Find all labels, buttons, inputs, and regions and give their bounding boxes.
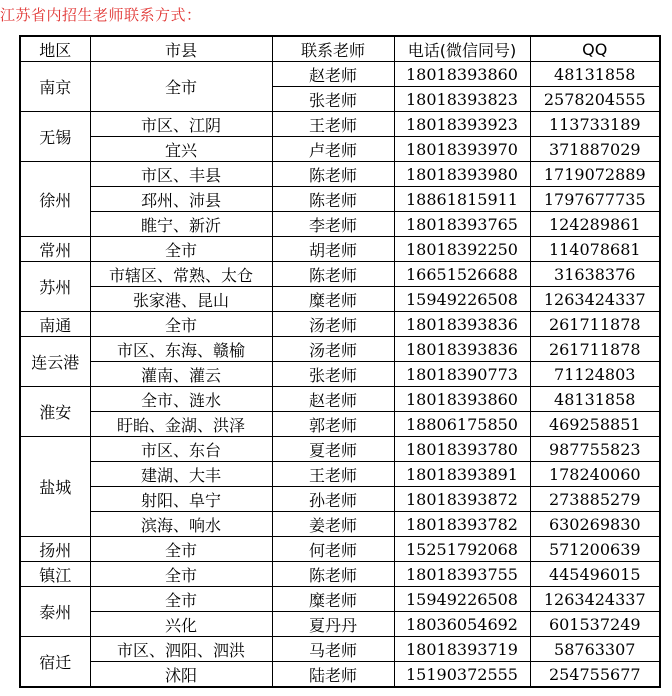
teacher-cell: 夏丹丹 xyxy=(272,612,394,637)
qq-cell: 1263424337 xyxy=(530,587,660,612)
teacher-cell: 陈老师 xyxy=(272,262,394,287)
qq-cell: 1263424337 xyxy=(530,287,660,312)
qq-cell: 254755677 xyxy=(530,662,660,688)
teacher-cell: 郭老师 xyxy=(272,412,394,437)
table-row xyxy=(20,412,660,437)
table-row xyxy=(20,612,660,637)
table-row xyxy=(20,287,660,312)
phone-cell: 18018393923 xyxy=(394,112,530,137)
table-row xyxy=(20,312,660,337)
qq-cell: 2578204555 xyxy=(530,87,660,112)
teacher-cell: 张老师 xyxy=(272,87,394,112)
qq-cell: 178240060 xyxy=(530,462,660,487)
county-cell: 兴化 xyxy=(90,612,272,637)
phone-cell: 18018393836 xyxy=(394,312,530,337)
county-cell: 市区、泗阳、泗洪 xyxy=(90,637,272,662)
qq-cell: 48131858 xyxy=(530,62,660,87)
table-row xyxy=(20,487,660,512)
county-cell: 沭阳 xyxy=(90,662,272,688)
phone-cell: 18018390773 xyxy=(394,362,530,387)
teacher-cell: 夏老师 xyxy=(272,437,394,462)
phone-cell: 18018393780 xyxy=(394,437,530,462)
qq-cell: 987755823 xyxy=(530,437,660,462)
table-row xyxy=(20,362,660,387)
table-row xyxy=(20,537,660,562)
page-title: 江苏省内招生老师联系方式： xyxy=(0,6,202,24)
phone-cell: 18018393719 xyxy=(394,637,530,662)
phone-cell: 18018393782 xyxy=(394,512,530,537)
county-cell: 射阳、阜宁 xyxy=(90,487,272,512)
table-row xyxy=(20,237,660,262)
teacher-cell: 陆老师 xyxy=(272,662,394,688)
table-row xyxy=(20,137,660,162)
county-cell: 全市 xyxy=(90,537,272,562)
contact-table xyxy=(19,35,661,688)
county-cell: 全市、涟水 xyxy=(90,387,272,412)
teacher-cell: 赵老师 xyxy=(272,62,394,87)
region-cell: 扬州 xyxy=(20,537,90,562)
qq-cell: 273885279 xyxy=(530,487,660,512)
qq-cell: 630269830 xyxy=(530,512,660,537)
phone-cell: 16651526688 xyxy=(394,262,530,287)
table-row xyxy=(20,462,660,487)
county-cell: 全市 xyxy=(90,62,272,112)
qq-cell: 31638376 xyxy=(530,262,660,287)
phone-cell: 18861815911 xyxy=(394,187,530,212)
region-cell: 徐州 xyxy=(20,162,90,237)
table-row xyxy=(20,387,660,412)
teacher-cell: 陈老师 xyxy=(272,187,394,212)
teacher-cell: 糜老师 xyxy=(272,287,394,312)
region-cell: 泰州 xyxy=(20,587,90,637)
teacher-cell: 陈老师 xyxy=(272,162,394,187)
county-cell: 全市 xyxy=(90,312,272,337)
county-cell: 盱眙、金湖、洪泽 xyxy=(90,412,272,437)
qq-cell: 371887029 xyxy=(530,137,660,162)
county-cell: 灌南、灌云 xyxy=(90,362,272,387)
phone-cell: 15190372555 xyxy=(394,662,530,688)
qq-cell: 469258851 xyxy=(530,412,660,437)
teacher-cell: 王老师 xyxy=(272,462,394,487)
phone-cell: 15949226508 xyxy=(394,287,530,312)
phone-cell: 18018393970 xyxy=(394,137,530,162)
teacher-cell: 王老师 xyxy=(272,112,394,137)
region-cell: 盐城 xyxy=(20,437,90,537)
header-county: 市县 xyxy=(90,36,272,62)
region-cell: 常州 xyxy=(20,237,90,262)
phone-cell: 15949226508 xyxy=(394,587,530,612)
phone-cell: 18018393891 xyxy=(394,462,530,487)
phone-cell: 18018393860 xyxy=(394,387,530,412)
table-row xyxy=(20,337,660,362)
header-phone: 电话(微信同号) xyxy=(394,36,530,62)
table-row xyxy=(20,562,660,587)
phone-cell: 18018393765 xyxy=(394,212,530,237)
county-cell: 睢宁、新沂 xyxy=(90,212,272,237)
region-cell: 镇江 xyxy=(20,562,90,587)
table-row xyxy=(20,512,660,537)
teacher-cell: 糜老师 xyxy=(272,587,394,612)
phone-cell: 18018392250 xyxy=(394,237,530,262)
phone-cell: 15251792068 xyxy=(394,537,530,562)
qq-cell: 71124803 xyxy=(530,362,660,387)
header-row xyxy=(20,36,660,62)
header-teacher: 联系老师 xyxy=(272,36,394,62)
region-cell: 宿迁 xyxy=(20,637,90,688)
table-row xyxy=(20,212,660,237)
teacher-cell: 赵老师 xyxy=(272,387,394,412)
teacher-cell: 卢老师 xyxy=(272,137,394,162)
phone-cell: 18018393836 xyxy=(394,337,530,362)
qq-cell: 571200639 xyxy=(530,537,660,562)
table-row xyxy=(20,587,660,612)
table-row xyxy=(20,662,660,688)
qq-cell: 261711878 xyxy=(530,337,660,362)
table-row xyxy=(20,62,660,87)
qq-cell: 124289861 xyxy=(530,212,660,237)
qq-cell: 445496015 xyxy=(530,562,660,587)
qq-cell: 1719072889 xyxy=(530,162,660,187)
teacher-cell: 汤老师 xyxy=(272,337,394,362)
county-cell: 宜兴 xyxy=(90,137,272,162)
county-cell: 市区、东台 xyxy=(90,437,272,462)
teacher-cell: 何老师 xyxy=(272,537,394,562)
county-cell: 市区、东海、赣榆 xyxy=(90,337,272,362)
county-cell: 滨海、响水 xyxy=(90,512,272,537)
region-cell: 南通 xyxy=(20,312,90,337)
qq-cell: 113733189 xyxy=(530,112,660,137)
teacher-cell: 胡老师 xyxy=(272,237,394,262)
county-cell: 全市 xyxy=(90,237,272,262)
table-row xyxy=(20,637,660,662)
county-cell: 邳州、沛县 xyxy=(90,187,272,212)
phone-cell: 18018393980 xyxy=(394,162,530,187)
phone-cell: 18018393872 xyxy=(394,487,530,512)
county-cell: 张家港、昆山 xyxy=(90,287,272,312)
teacher-cell: 陈老师 xyxy=(272,562,394,587)
table-row xyxy=(20,162,660,187)
region-cell: 淮安 xyxy=(20,387,90,437)
qq-cell: 601537249 xyxy=(530,612,660,637)
teacher-cell: 姜老师 xyxy=(272,512,394,537)
phone-cell: 18018393823 xyxy=(394,87,530,112)
region-cell: 连云港 xyxy=(20,337,90,387)
teacher-cell: 马老师 xyxy=(272,637,394,662)
teacher-cell: 汤老师 xyxy=(272,312,394,337)
qq-cell: 1797677735 xyxy=(530,187,660,212)
county-cell: 建湖、大丰 xyxy=(90,462,272,487)
qq-cell: 48131858 xyxy=(530,387,660,412)
county-cell: 市区、江阴 xyxy=(90,112,272,137)
table-row xyxy=(20,437,660,462)
teacher-cell: 孙老师 xyxy=(272,487,394,512)
teacher-cell: 张老师 xyxy=(272,362,394,387)
table-row xyxy=(20,187,660,212)
header-qq: QQ xyxy=(530,36,660,62)
table-body xyxy=(20,62,660,688)
region-cell: 苏州 xyxy=(20,262,90,312)
teacher-cell: 李老师 xyxy=(272,212,394,237)
qq-cell: 114078681 xyxy=(530,237,660,262)
county-cell: 市区、丰县 xyxy=(90,162,272,187)
county-cell: 全市 xyxy=(90,562,272,587)
phone-cell: 18036054692 xyxy=(394,612,530,637)
qq-cell: 261711878 xyxy=(530,312,660,337)
region-cell: 南京 xyxy=(20,62,90,112)
qq-cell: 58763307 xyxy=(530,637,660,662)
phone-cell: 18018393755 xyxy=(394,562,530,587)
header-region: 地区 xyxy=(20,36,90,62)
region-cell: 无锡 xyxy=(20,112,90,162)
table-row xyxy=(20,112,660,137)
county-cell: 市辖区、常熟、太仓 xyxy=(90,262,272,287)
county-cell: 全市 xyxy=(90,587,272,612)
phone-cell: 18018393860 xyxy=(394,62,530,87)
table-row xyxy=(20,262,660,287)
phone-cell: 18806175850 xyxy=(394,412,530,437)
